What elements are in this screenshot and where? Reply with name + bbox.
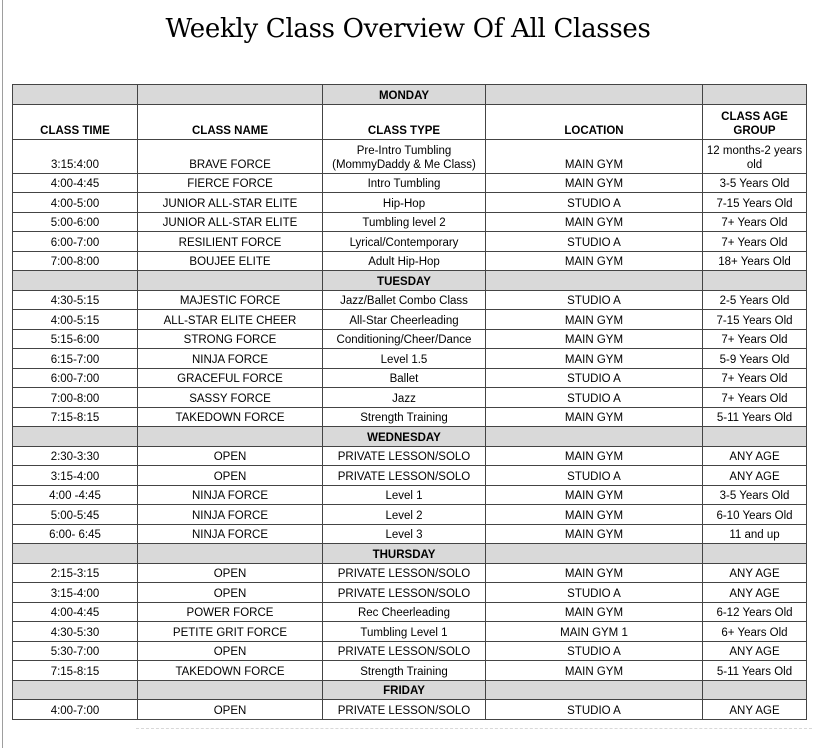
class-row [13,329,807,349]
day-row-blank-cell [703,427,807,447]
cell-class-type: Strength Training [323,661,486,681]
cell-class-time: 7:15-8:15 [13,661,138,681]
cell-class-time: 2:30-3:30 [13,446,138,466]
cell-class-time: 4:00-5:00 [13,193,138,213]
day-row-blank-cell [486,427,703,447]
cell-class-name: POWER FORCE [138,602,323,622]
cell-location: MAIN GYM [486,563,703,583]
cell-class-type: PRIVATE LESSON/SOLO [323,583,486,603]
cell-location: MAIN GYM [486,139,703,173]
cell-class-name: OPEN [138,563,323,583]
day-row-blank-cell [703,680,807,700]
cell-class-time: 7:00-8:00 [13,251,138,271]
cell-class-time: 3:15-4:00 [13,583,138,603]
cell-class-time: 4:30-5:30 [13,622,138,642]
class-row [13,446,807,466]
cell-class-type: Ballet [323,368,486,388]
cell-class-time: 6:00-7:00 [13,232,138,252]
cell-class-type: Hip-Hop [323,193,486,213]
cell-age-group: 6-10 Years Old [703,505,807,525]
cell-class-name: RESILIENT FORCE [138,232,323,252]
class-row [13,661,807,681]
class-row [13,622,807,642]
class-row [13,251,807,271]
cell-location: STUDIO A [486,388,703,408]
cell-class-type: PRIVATE LESSON/SOLO [323,563,486,583]
cell-class-time: 4:00-5:15 [13,310,138,330]
day-heading: MONDAY [323,85,486,105]
class-row [13,563,807,583]
cell-age-group: ANY AGE [703,700,807,720]
cell-class-time: 3:15-4:00 [13,466,138,486]
cell-class-time: 5:15-6:00 [13,329,138,349]
page-left-border [2,0,3,748]
cell-class-time: 6:00-7:00 [13,368,138,388]
cell-location: STUDIO A [486,290,703,310]
day-row-blank-cell [703,271,807,291]
cell-location: MAIN GYM [486,173,703,193]
day-row-blank-cell [138,271,323,291]
cell-class-name: TAKEDOWN FORCE [138,661,323,681]
cell-age-group: 12 months-2 years old [703,139,807,173]
cell-location: MAIN GYM [486,446,703,466]
cell-location: STUDIO A [486,193,703,213]
cell-class-name: FIERCE FORCE [138,173,323,193]
cell-class-time: 4:00-4:45 [13,173,138,193]
schedule-table [12,84,807,720]
column-header-location: LOCATION [486,104,703,139]
cell-class-time: 5:00-6:00 [13,212,138,232]
cell-location: STUDIO A [486,583,703,603]
cell-class-type: Tumbling Level 1 [323,622,486,642]
cell-age-group: 7+ Years Old [703,212,807,232]
class-row [13,368,807,388]
day-row-blank-cell [13,271,138,291]
cell-age-group: 5-11 Years Old [703,407,807,427]
cell-class-type: Adult Hip-Hop [323,251,486,271]
day-row-blank-cell [13,427,138,447]
cell-class-type: PRIVATE LESSON/SOLO [323,446,486,466]
cell-class-name: NINJA FORCE [138,524,323,544]
cell-class-type: Strength Training [323,407,486,427]
cell-class-name: PETITE GRIT FORCE [138,622,323,642]
cell-class-type: All-Star Cheerleading [323,310,486,330]
cell-class-type: PRIVATE LESSON/SOLO [323,641,486,661]
class-row [13,602,807,622]
day-row [13,271,807,291]
class-row [13,193,807,213]
cell-class-time: 5:30-7:00 [13,641,138,661]
class-row [13,407,807,427]
cell-class-type: Intro Tumbling [323,173,486,193]
cell-class-time: 4:00-7:00 [13,700,138,720]
cell-location: MAIN GYM [486,661,703,681]
cell-class-name: NINJA FORCE [138,505,323,525]
cell-age-group: 5-11 Years Old [703,661,807,681]
cell-class-type: PRIVATE LESSON/SOLO [323,466,486,486]
class-row [13,505,807,525]
cell-location: MAIN GYM [486,310,703,330]
cell-location: MAIN GYM [486,407,703,427]
cell-location: STUDIO A [486,641,703,661]
cell-class-type: Conditioning/Cheer/Dance [323,329,486,349]
cell-class-name: MAJESTIC FORCE [138,290,323,310]
cell-class-time: 2:15-3:15 [13,563,138,583]
cell-location: STUDIO A [486,368,703,388]
day-row-blank-cell [703,544,807,564]
cell-age-group: 7+ Years Old [703,232,807,252]
day-row-blank-cell [138,85,323,105]
cell-location: MAIN GYM [486,524,703,544]
cell-class-type: PRIVATE LESSON/SOLO [323,700,486,720]
cell-class-type: Level 2 [323,505,486,525]
cell-location: MAIN GYM [486,505,703,525]
class-row [13,212,807,232]
cell-class-name: OPEN [138,466,323,486]
cell-class-time: 7:15-8:15 [13,407,138,427]
cell-class-time: 7:00-8:00 [13,388,138,408]
day-row-blank-cell [138,680,323,700]
cell-class-name: NINJA FORCE [138,485,323,505]
cell-location: MAIN GYM 1 [486,622,703,642]
cell-class-time: 3:15:4:00 [13,139,138,173]
day-row-blank-cell [13,544,138,564]
cell-class-time: 6:15-7:00 [13,349,138,369]
class-row [13,290,807,310]
cell-class-type: Level 1.5 [323,349,486,369]
cell-class-type: Jazz/Ballet Combo Class [323,290,486,310]
cell-age-group: ANY AGE [703,641,807,661]
cell-class-type: Lyrical/Contemporary [323,232,486,252]
cell-location: STUDIO A [486,232,703,252]
day-heading: THURSDAY [323,544,486,564]
cell-class-name: SASSY FORCE [138,388,323,408]
class-row [13,583,807,603]
day-row-blank-cell [13,85,138,105]
day-row [13,85,807,105]
cell-class-name: GRACEFUL FORCE [138,368,323,388]
class-row [13,641,807,661]
day-row-blank-cell [703,85,807,105]
page-title: Weekly Class Overview Of All Classes [165,14,651,44]
cell-age-group: 7+ Years Old [703,388,807,408]
day-row-blank-cell [486,544,703,564]
class-row [13,466,807,486]
cell-class-type: Jazz [323,388,486,408]
cell-age-group: 7+ Years Old [703,368,807,388]
page-bottom-rule [136,728,812,729]
cell-class-name: OPEN [138,446,323,466]
schedule-body [13,85,807,720]
cell-location: MAIN GYM [486,485,703,505]
cell-location: STUDIO A [486,700,703,720]
cell-location: MAIN GYM [486,349,703,369]
cell-age-group: ANY AGE [703,446,807,466]
cell-age-group: 11 and up [703,524,807,544]
cell-age-group: 7-15 Years Old [703,193,807,213]
class-row [13,232,807,252]
cell-class-name: JUNIOR ALL-STAR ELITE [138,212,323,232]
day-row-blank-cell [486,271,703,291]
cell-age-group: ANY AGE [703,583,807,603]
cell-age-group: 2-5 Years Old [703,290,807,310]
column-header-age-group: CLASS AGE GROUP [703,104,807,139]
day-heading: FRIDAY [323,680,486,700]
cell-age-group: 5-9 Years Old [703,349,807,369]
cell-class-name: OPEN [138,583,323,603]
day-heading: TUESDAY [323,271,486,291]
day-row [13,544,807,564]
class-row [13,139,807,173]
day-row-blank-cell [138,544,323,564]
column-header-class-time: CLASS TIME [13,104,138,139]
class-row [13,524,807,544]
cell-class-time: 4:30-5:15 [13,290,138,310]
day-row [13,680,807,700]
cell-class-type: Rec Cheerleading [323,602,486,622]
day-row-blank-cell [486,85,703,105]
cell-class-name: OPEN [138,641,323,661]
column-header-row [13,104,807,139]
cell-location: MAIN GYM [486,212,703,232]
cell-age-group: 6-12 Years Old [703,602,807,622]
cell-age-group: ANY AGE [703,466,807,486]
day-row-blank-cell [486,680,703,700]
cell-age-group: 18+ Years Old [703,251,807,271]
cell-class-name: OPEN [138,700,323,720]
cell-class-name: BOUJEE ELITE [138,251,323,271]
cell-class-type: Level 3 [323,524,486,544]
day-row-blank-cell [13,680,138,700]
cell-age-group: 7-15 Years Old [703,310,807,330]
cell-class-name: ALL-STAR ELITE CHEER [138,310,323,330]
day-row [13,427,807,447]
cell-class-time: 6:00- 6:45 [13,524,138,544]
cell-location: MAIN GYM [486,329,703,349]
cell-age-group: 3-5 Years Old [703,173,807,193]
cell-class-name: BRAVE FORCE [138,139,323,173]
cell-class-name: STRONG FORCE [138,329,323,349]
column-header-class-name: CLASS NAME [138,104,323,139]
cell-class-type: Level 1 [323,485,486,505]
cell-class-time: 4:00-4:45 [13,602,138,622]
class-row [13,173,807,193]
class-row [13,700,807,720]
cell-location: MAIN GYM [486,602,703,622]
cell-class-name: JUNIOR ALL-STAR ELITE [138,193,323,213]
column-header-class-type: CLASS TYPE [323,104,486,139]
cell-location: STUDIO A [486,466,703,486]
class-row [13,485,807,505]
cell-class-time: 5:00-5:45 [13,505,138,525]
cell-class-name: NINJA FORCE [138,349,323,369]
cell-age-group: 6+ Years Old [703,622,807,642]
day-row-blank-cell [138,427,323,447]
cell-class-name: TAKEDOWN FORCE [138,407,323,427]
cell-class-time: 4:00 -4:45 [13,485,138,505]
cell-age-group: 3-5 Years Old [703,485,807,505]
class-row [13,310,807,330]
cell-location: MAIN GYM [486,251,703,271]
cell-class-type: Tumbling level 2 [323,212,486,232]
class-row [13,349,807,369]
cell-class-type: Pre-Intro Tumbling (MommyDaddy & Me Class) [323,139,486,173]
cell-age-group: 7+ Years Old [703,329,807,349]
class-row [13,388,807,408]
day-heading: WEDNESDAY [323,427,486,447]
cell-age-group: ANY AGE [703,563,807,583]
